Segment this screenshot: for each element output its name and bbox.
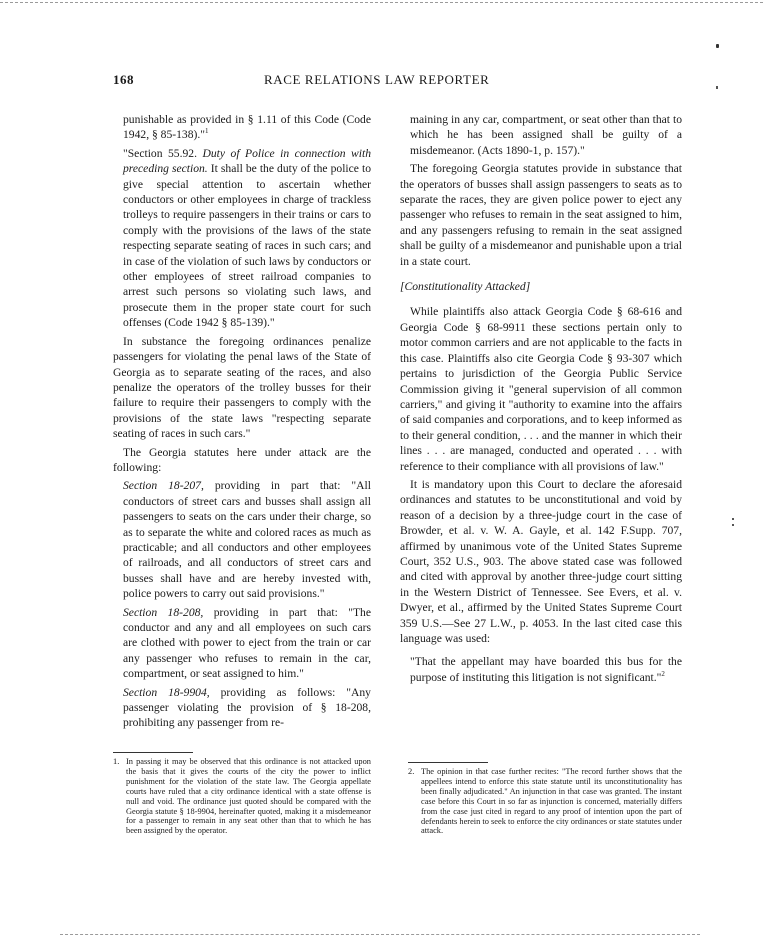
section-ref: Section 18-208,	[123, 605, 204, 619]
footnote-rule	[113, 752, 193, 753]
footnote-number: 2.	[408, 767, 415, 776]
paragraph: It is mandatory upon this Court to declare the aforesaid ordinances and statutes to be unconstitutional and void by reason of a decision by a three-judge court in the case of Browder, et al. v. W. A. Gayle, et al. 142 F.Supp. 707, affirmed by unanimous vote of the United States Supreme Court, 352 U.S., 903. The above stated case was followed and cited with approval by another three-judge court sitting in the Western District of Tennessee. See Evers, et al. v. Dwyer, et al., affirmed by the United States Supreme Court 359 U.S.—See 27 L.W., p. 4053. In the last cited case this language was used:	[400, 477, 682, 645]
paragraph: maining in any car, compartment, or seat other than that to which he has been assigned shall be guilty of a misdemeanor. (Acts 1890-1, p. 157)."	[410, 113, 682, 157]
footnote-area-right	[408, 762, 682, 836]
section-heading: [Constitutionality Attacked]	[400, 280, 531, 294]
scan-speck	[716, 44, 719, 48]
statute-quote: Section 18-9904, providing as follows: "Any passenger violating the provision of § 18-208, prohibiting any passenger from re-	[123, 685, 371, 730]
section-ref: Section 18-207,	[123, 479, 204, 493]
paragraph: "Section 55.92. Duty of Police in connection with preceding section. It shall be the duty of the police to give special attention to ascertain whether conductors or other employees in charge of trackless trolleys to require passengers in their trains or cars to comply with the provisions of the laws of the state respecting separate seating of races in such cars; and in case of the violation of such laws by conductors or other employees of street railroad companies to arrest such persons so violating such laws, and prosecute them in the proper state court for such offenses (Code 1942 § 85-139)."	[123, 146, 372, 330]
footnote-text: The opinion in that case further recites: "The record further shows that the appellees intend to enforce this state statute until its unconstitutionality has been finally adjudicated." An injunction in that case was granted. The instant case before this Court in so far as injunction is concerned, materially differs from the case just cited in regard to any proof of intention upon the part of defendants herein to seek to enforce the city ordinances or state statutes under attack.	[421, 767, 682, 836]
footnote-ref: 2	[661, 669, 665, 678]
footnote-ref: 1	[205, 127, 209, 136]
section-ref: Section 18-9904,	[123, 685, 210, 699]
paragraph: punishable as provided in § 1.11 of this Code (Code 1942, § 85-138)."$^1$	[123, 113, 371, 142]
scan-speck	[732, 524, 734, 526]
bottom-dashed-border	[60, 934, 700, 935]
block-quote: "That the appellant may have boarded this bus for the purpose of instituting this litigation is not significant."$^2$	[410, 655, 682, 684]
running-title: RACE RELATIONS LAW REPORTER	[264, 72, 490, 87]
statute-quote: Section 18-208, providing in part that: "The conductor and any and all employees on such cars are clothed with power to eject from the train or car any passenger who refuses to remain in the car, compartment, or seat assigned to him."	[123, 605, 371, 681]
paragraph: The Georgia statutes here under attack are the following:	[113, 445, 371, 474]
paragraph: In substance the foregoing ordinances penalize passengers for violating the penal laws of the State of Georgia as to separate seating of the races, and also penalize the operators of the trolley busses for their failure to require their passengers to comply with the provisions of the state laws "respecting separate seating of races in such cars."	[113, 334, 371, 441]
section-title: Duty of Police in connection with preceding section.	[123, 146, 372, 176]
statute-quote: Section 18-207, providing in part that: "All conductors of street cars and busses shall assign all passengers to seats on the cars under their charge, so as to separate the white and colored races as much as practicable; and all conductors and other employees of railroads, and all conductors of street cars and busses shall have and are hereby invested with, police powers to carry out said provisions."	[123, 479, 371, 601]
top-dashed-border	[0, 2, 763, 3]
footnote-2	[408, 767, 682, 836]
right-column	[400, 112, 682, 689]
footnote-rule	[408, 762, 488, 763]
footnote-1	[113, 757, 371, 836]
scan-speck	[732, 518, 734, 520]
paragraph: While plaintiffs also attack Georgia Code § 68-616 and Georgia Code § 68-9911 these sections pertain only to motor common carriers and are not applicable to the facts in this case. Plaintiffs also cite Georgia Code § 93-307 which pertains to jurisdiction of the Georgia Public Service Commission giving it "general supervision of all common carriers," and giving it "authority to examine into the affairs of said companies and corporations, and to keep informed as to their general condition, . . . and the manner in which their lines . . . are managed, conducted and operated . . . with reference to their compliance with all provisions of law."	[400, 305, 682, 473]
footnote-text: In passing it may be observed that this ordinance is not attacked upon the basis that it gives the courts of the city the power to inflict punishment for the violation of the state law. The Georgia appellate courts have ruled that a city ordinance identical with a state offense is null and void. The ordinance just quoted should be compared with the Georgia statute § 18-9904, hereinafter quoted, making it a misdemeanor for a passenger to remain in any seat other than that to which he has been assigned by the operator.	[126, 757, 371, 836]
paragraph: The foregoing Georgia statutes provide in substance that the operators of busses shall assign passengers to seats as to separate the races, they are given police power to eject any passenger who refuses to remain in the seat assigned to him, and any passengers refusing to remain in the seat assigned shall be guilty of a misdemeanor and punishable upon a trial in a state court.	[400, 162, 682, 268]
footnote-number: 1.	[113, 757, 120, 766]
scan-speck	[716, 86, 718, 89]
footnote-area-left	[113, 752, 371, 836]
page-number: 168	[113, 72, 134, 87]
left-column	[113, 112, 371, 734]
